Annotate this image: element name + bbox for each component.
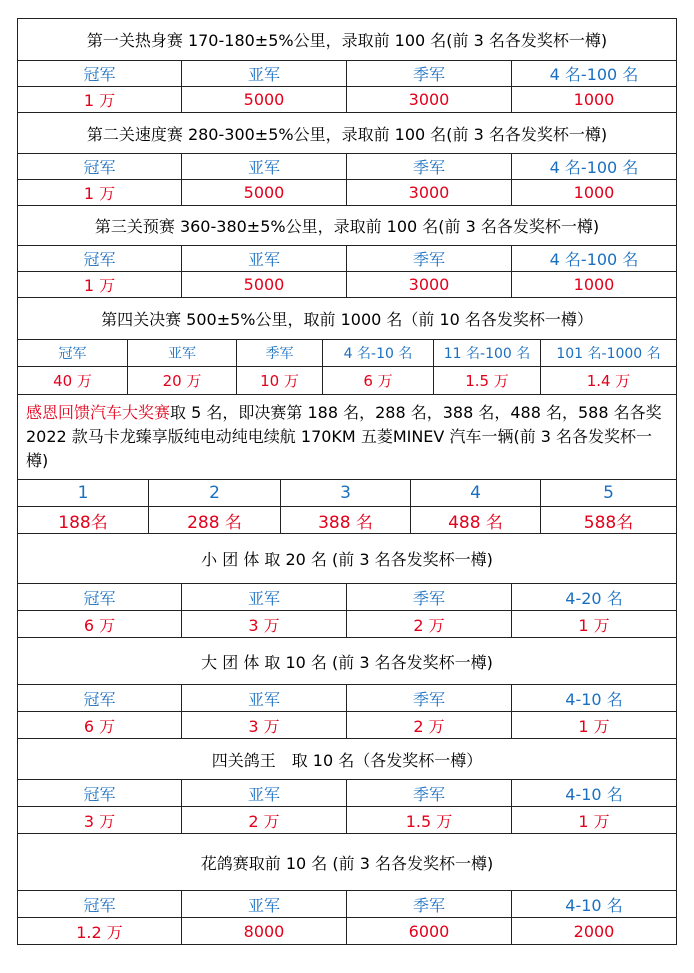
pigeon-king-title: 四关鸽王 取 10 名（各发奖杯一樽） <box>18 739 676 780</box>
rank-header: 冠军 <box>18 246 182 272</box>
rank-header: 亚军 <box>182 61 347 87</box>
prize-value: 5000 <box>182 272 347 298</box>
prize-value: 1 万 <box>512 712 676 739</box>
car-prize-highlight: 感恩回馈汽车大奖赛 <box>26 403 171 422</box>
rank-header: 11 名-100 名 <box>434 340 541 367</box>
prize-value: 2 万 <box>347 611 512 638</box>
rank-header: 4 名-100 名 <box>512 154 676 180</box>
prize-value: 8000 <box>182 918 347 944</box>
rank-header: 4 名-100 名 <box>512 246 676 272</box>
prize-value: 488 名 <box>411 507 541 534</box>
rank-header: 冠军 <box>18 584 182 611</box>
prize-value: 1 万 <box>512 611 676 638</box>
rank-header: 5 <box>541 480 676 507</box>
prize-value: 1000 <box>512 87 676 113</box>
prize-value: 1000 <box>512 180 676 206</box>
prize-value: 5000 <box>182 87 347 113</box>
prize-value: 10 万 <box>237 367 323 395</box>
rank-header: 亚军 <box>182 246 347 272</box>
prize-value: 1 万 <box>18 272 182 298</box>
flower-pigeon-header-row <box>18 891 676 918</box>
small-team-prize-row <box>18 611 676 638</box>
pigeon-king-prize-row <box>18 807 676 834</box>
rank-header: 亚军 <box>182 154 347 180</box>
prize-value: 5000 <box>182 180 347 206</box>
rank-header: 季军 <box>347 154 512 180</box>
rank-header: 季军 <box>347 685 512 712</box>
prize-value: 188名 <box>18 507 149 534</box>
prize-value: 2 万 <box>347 712 512 739</box>
rank-header: 冠军 <box>18 340 128 367</box>
big-team-header-row <box>18 685 676 712</box>
prize-value: 3000 <box>347 180 512 206</box>
rank-header: 季军 <box>347 891 512 918</box>
prize-value: 1.2 万 <box>18 918 182 944</box>
prize-value: 3000 <box>347 272 512 298</box>
flower-pigeon-title: 花鸽赛取前 10 名 (前 3 名各发奖杯一樽) <box>18 834 676 891</box>
prize-value: 1 万 <box>18 180 182 206</box>
rank-header: 4-10 名 <box>512 685 676 712</box>
car-prize-description <box>18 395 676 480</box>
rank-header: 冠军 <box>18 780 182 807</box>
stage-4-header-row <box>18 340 676 367</box>
rank-header: 季军 <box>347 61 512 87</box>
rank-header: 1 <box>18 480 149 507</box>
stage-3-prize-row <box>18 272 676 298</box>
prize-value: 1000 <box>512 272 676 298</box>
rank-header: 季军 <box>237 340 323 367</box>
car-prize-text: 取 5 名，即决赛第 188 名，288 名，388 名，488 名，588 名各奖 2022 款马卡龙臻享版纯电动纯电续航 170KM 五菱MINEV 汽车一辆(前 3 名各发奖杯一樽) <box>26 403 662 470</box>
rank-header: 101 名-1000 名 <box>541 340 676 367</box>
prize-value: 6000 <box>347 918 512 944</box>
prize-value: 2000 <box>573 921 615 941</box>
rank-header: 亚军 <box>182 685 347 712</box>
prize-value: 2 万 <box>182 807 347 834</box>
stage-1-prize-row <box>18 87 676 113</box>
rank-header: 季军 <box>347 584 512 611</box>
rank-header: 冠军 <box>18 891 182 918</box>
prize-value: 3 万 <box>18 807 182 834</box>
big-team-prize-row <box>18 712 676 739</box>
prize-value: 6 万 <box>18 712 182 739</box>
stage-2-header-row <box>18 154 676 180</box>
stage-1-title: 第一关热身赛 170-180±5%公里，录取前 100 名(前 3 名各发奖杯一樽) <box>18 19 676 61</box>
big-team-title: 大 团 体 取 10 名 (前 3 名各发奖杯一樽) <box>18 638 676 685</box>
rank-header: 季军 <box>347 780 512 807</box>
pigeon-king-header-row <box>18 780 676 807</box>
prize-value: 1.5 万 <box>347 807 512 834</box>
rank-header: 4-20 名 <box>512 584 676 611</box>
prize-value: 3 万 <box>182 712 347 739</box>
prize-table <box>17 18 677 945</box>
rank-header: 亚军 <box>128 340 237 367</box>
rank-header: 4 名-100 名 <box>512 61 676 87</box>
prize-value: 6 万 <box>323 367 434 395</box>
stage-3-header-row <box>18 246 676 272</box>
prize-value: 1.4 万 <box>541 367 676 395</box>
rank-header: 4 名-10 名 <box>323 340 434 367</box>
rank-header: 亚军 <box>182 584 347 611</box>
small-team-title: 小 团 体 取 20 名 (前 3 名各发奖杯一樽) <box>18 534 676 584</box>
prize-value: 1.5 万 <box>434 367 541 395</box>
rank-header: 亚军 <box>182 891 347 918</box>
rank-header: 冠军 <box>18 154 182 180</box>
prize-value: 388 名 <box>281 507 411 534</box>
rank-header: 季军 <box>347 246 512 272</box>
rank-header: 亚军 <box>182 780 347 807</box>
prize-value: 1 万 <box>18 87 182 113</box>
stage-3-title: 第三关预赛 360-380±5%公里，录取前 100 名(前 3 名各发奖杯一樽) <box>18 206 676 246</box>
rank-header: 4-10 名 <box>512 891 676 918</box>
stage-2-prize-row <box>18 180 676 206</box>
prize-value: 588名 <box>541 507 676 534</box>
car-prize-value-row <box>18 507 676 534</box>
rank-header: 冠军 <box>18 685 182 712</box>
rank-header: 冠军 <box>18 61 182 87</box>
flower-pigeon-prize-row <box>18 918 676 944</box>
stage-2-title: 第二关速度赛 280-300±5%公里，录取前 100 名(前 3 名各发奖杯一樽) <box>18 113 676 154</box>
prize-value: 40 万 <box>18 367 128 395</box>
prize-value: 1 万 <box>512 807 676 834</box>
small-team-header-row <box>18 584 676 611</box>
stage-4-title: 第四关决赛 500±5%公里，取前 1000 名（前 10 名各发奖杯一樽） <box>18 298 676 340</box>
rank-header: 3 <box>281 480 411 507</box>
stage-4-prize-row <box>18 367 676 395</box>
prize-value: 3 万 <box>182 611 347 638</box>
rank-header: 2 <box>149 480 281 507</box>
rank-header: 4-10 名 <box>512 780 676 807</box>
prize-value: 288 名 <box>149 507 281 534</box>
prize-value: 6 万 <box>18 611 182 638</box>
car-prize-header-row <box>18 480 676 507</box>
stage-1-header-row <box>18 61 676 87</box>
prize-value: 20 万 <box>128 367 237 395</box>
prize-value: 3000 <box>347 87 512 113</box>
rank-header: 4 <box>411 480 541 507</box>
